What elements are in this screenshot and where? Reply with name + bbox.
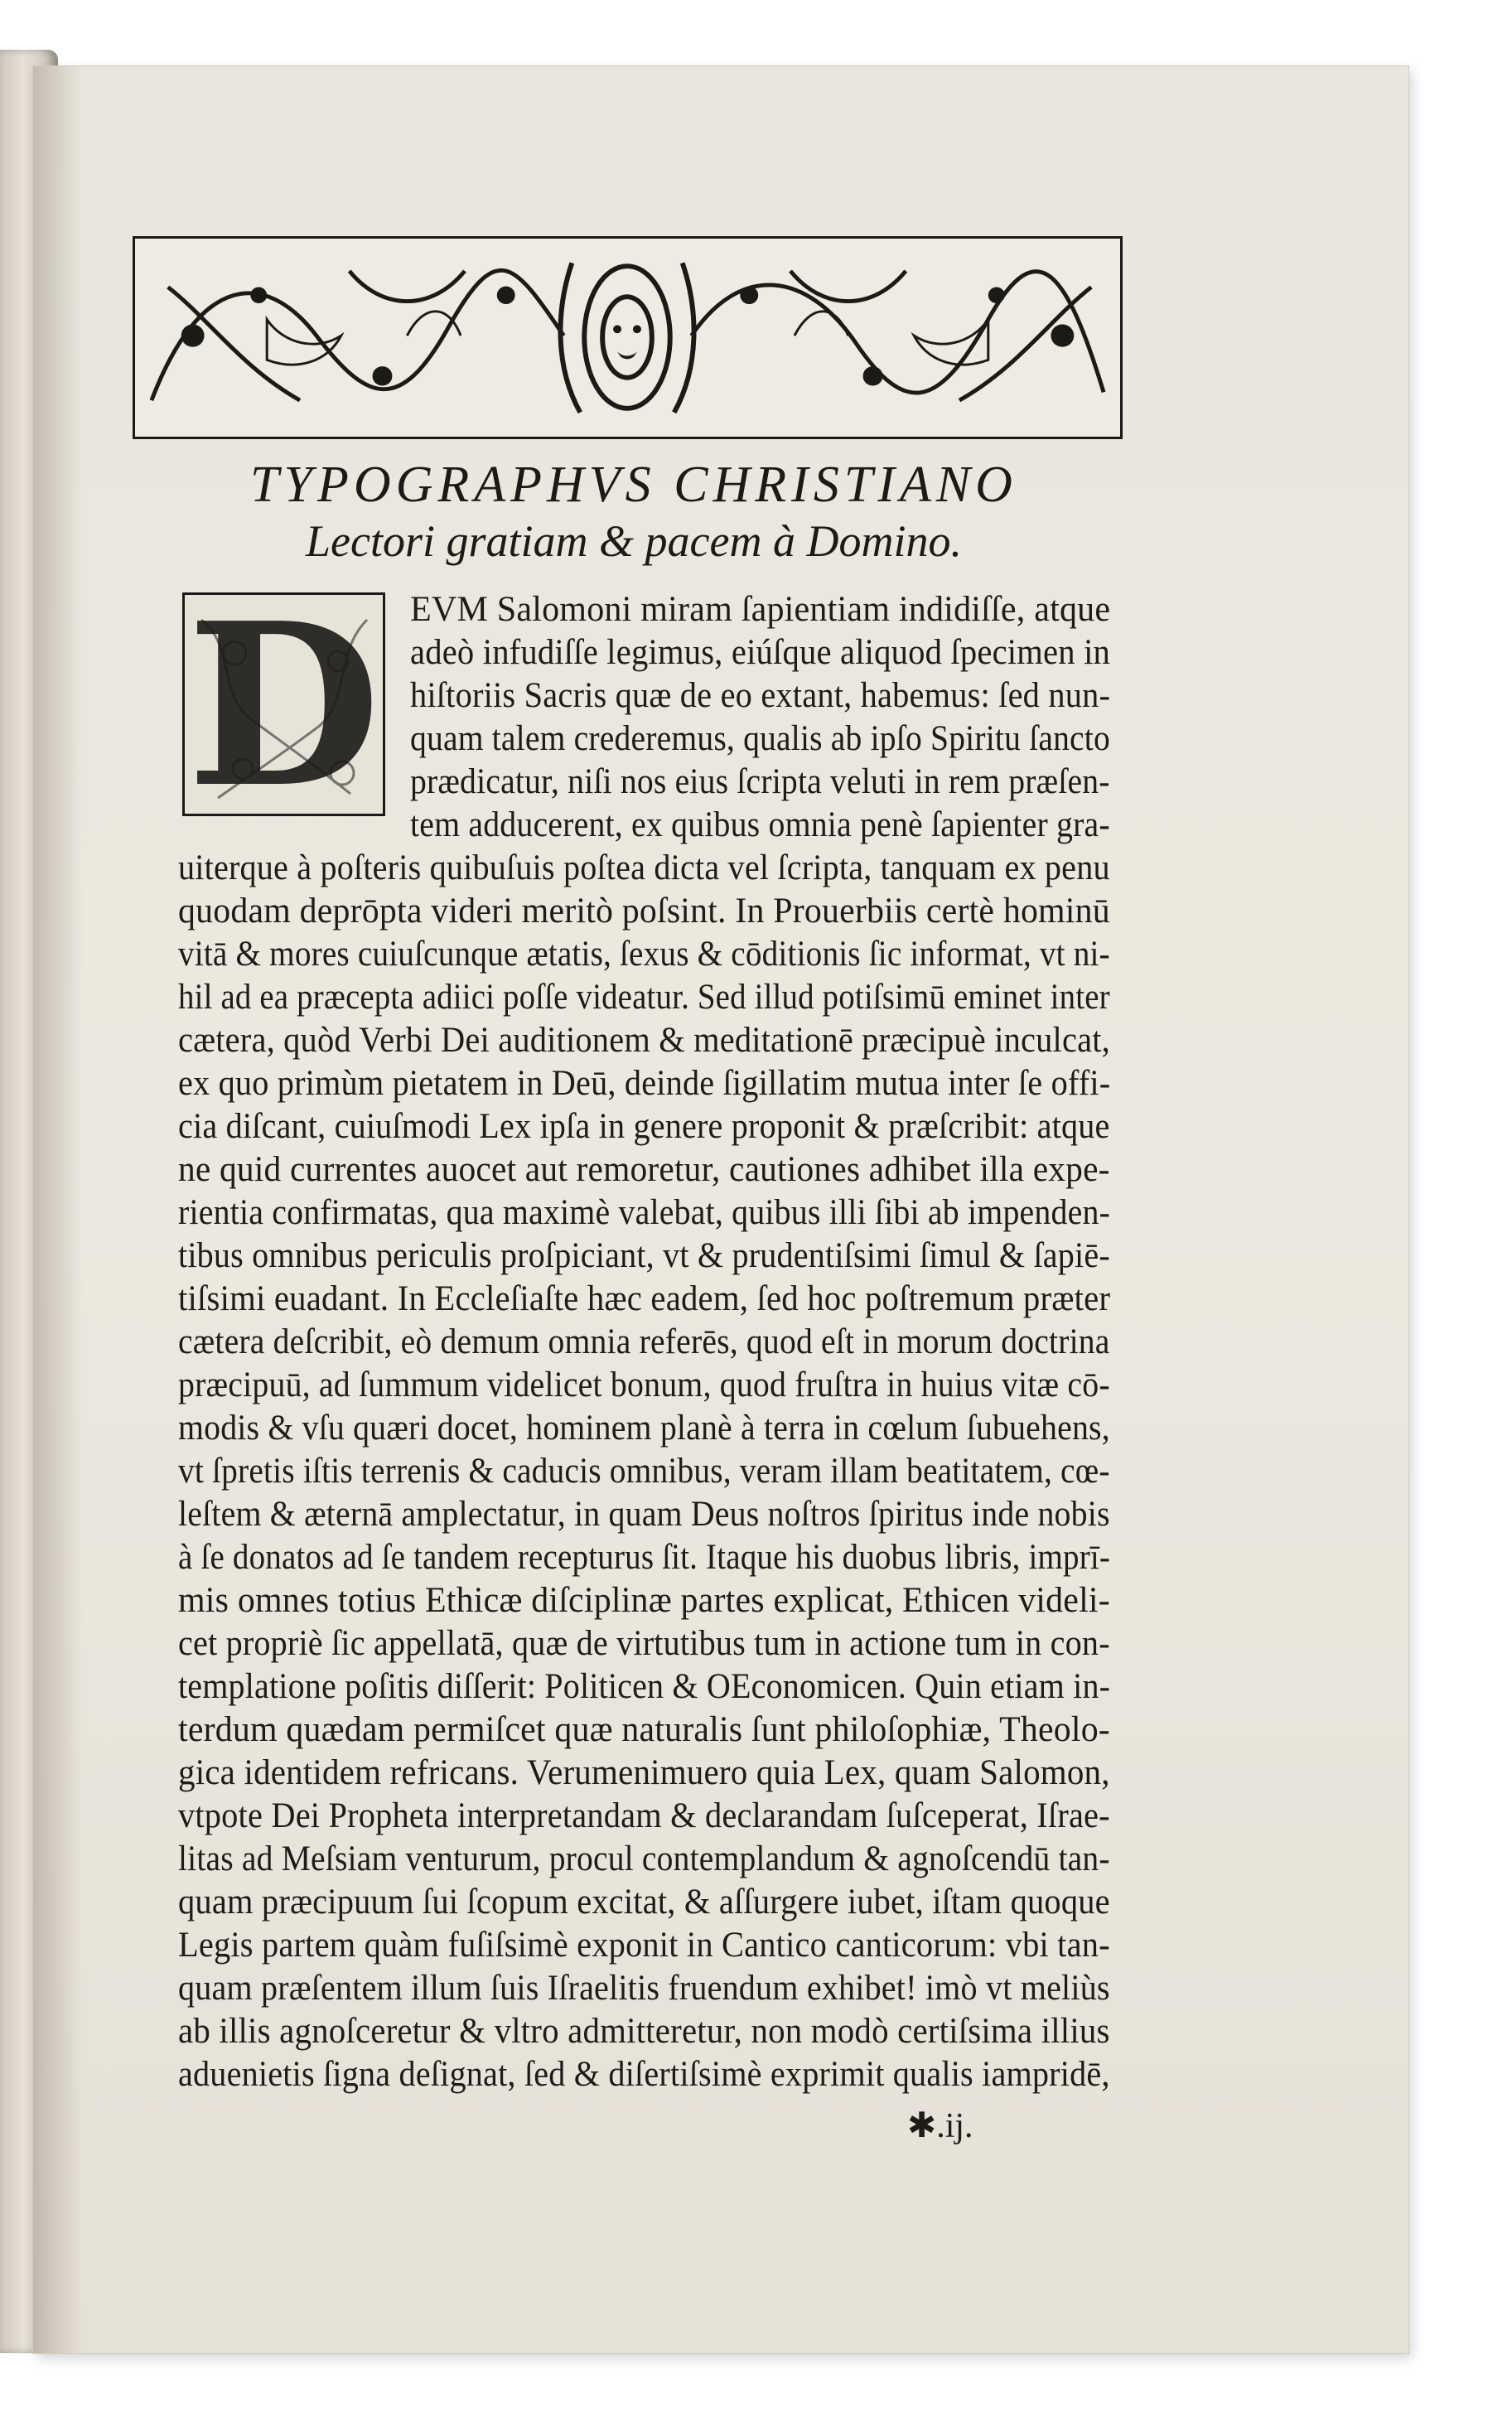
text-line: quodam deprōpta videri meritò poſsint. In Prouerbiis certè hominū xyxy=(178,892,1110,931)
text-line: prædicatur, niſi nos eius ſcripta veluti in rem præſen- xyxy=(410,762,1110,801)
text-line: tiſsimi euadant. In Eccleſiaſte hæc eadem, ſed hoc poſtremum præter xyxy=(178,1279,1111,1318)
text-line: quam talem crederemus, qualis ab ipſo Spiritu ſancto xyxy=(410,719,1110,758)
text-line: litas ad Meſsiam venturum, procul contemplandum & agnoſcendū tan- xyxy=(178,1839,1110,1878)
text-line: mis omnes totius Ethicæ diſciplinæ partes explicat, Ethicen videli- xyxy=(178,1581,1110,1620)
ornamental-headpiece xyxy=(133,236,1123,439)
heading-title: TYPOGRAPHVS CHRISTIANO xyxy=(250,457,1017,513)
text-line: à ſe donatos ad ſe tandem recepturus ſit. Itaque his duobus libris, imprī- xyxy=(178,1538,1111,1577)
decorated-initial xyxy=(182,592,385,816)
text-line: uiterque à poſteris quibuſuis poſtea dicta vel ſcripta, tanquam ex penu xyxy=(178,848,1110,887)
text-line: hiſtoriis Sacris quæ de eo extant, habemus: ſed nun- xyxy=(410,676,1111,715)
headpiece-ornament-icon xyxy=(135,239,1120,437)
text-line: modis & vſu quæri docet, hominem planè à terra in cœlum ſubuehens, xyxy=(178,1409,1110,1448)
text-line: cætera, quòd Verbi Dei auditionem & meditationē præcipuè inculcat, xyxy=(178,1021,1110,1060)
page-gutter-shadow xyxy=(33,66,83,2353)
text-line: terdum quædam permiſcet quæ naturalis ſunt philoſophiæ, Theolo- xyxy=(178,1710,1110,1749)
text-line: leſtem & æternā amplectatur, in quam Deus noſtros ſpiritus inde nobis xyxy=(178,1495,1110,1534)
text-line: hil ad ea præcepta adiici poſſe videatur. Sed illud potiſsimū eminet inter xyxy=(178,978,1110,1017)
text-line: rientia confirmatas, qua maximè valebat, quibus illi ſibi ab impenden- xyxy=(178,1193,1111,1232)
text-line: præcipuū, ad ſummum videlicet bonum, quod fruſtra in huius vitæ cō- xyxy=(178,1366,1110,1404)
text-line: templatione poſitis diſſerit: Politicen & OEconomicen. Quin etiam in- xyxy=(178,1667,1111,1706)
text-line: quam præcipuum ſui ſcopum excitat, & aſſurgere iubet, iſtam quoque xyxy=(178,1883,1110,1922)
text-line: cætera deſcribit, eò demum omnia referēs, quod eſt in morum doctrina xyxy=(178,1322,1110,1361)
text-line: adeò infudiſſe legimus, eiúſque aliquod ſpecimen in xyxy=(410,633,1111,672)
text-line: tem adducerent, ex quibus omnia penè ſapienter gra- xyxy=(410,805,1110,844)
text-line: EVM Salomoni miram ſapientiam indidiſſe, atque xyxy=(410,590,1111,629)
text-line: vitā & mores cuiuſcunque ætatis, ſexus & cōditionis ſic informat, vt ni- xyxy=(178,935,1110,974)
text-line: vtpote Dei Propheta interpretandam & declarandam ſuſceperat, Iſrae- xyxy=(178,1796,1110,1835)
text-line: ne quid currentes auocet aut remoretur, cautiones adhibet illa expe- xyxy=(178,1150,1110,1189)
text-line: gica identidem refricans. Verumenimuero quia Lex, quam Salomon, xyxy=(178,1753,1110,1792)
text-line: quam præſentem illum ſuis Iſraelitis fruendum exhibet! imò vt meliùs xyxy=(178,1969,1110,2008)
text-line: Legis partem quàm fuſiſsimè exponit in Cantico canticorum: vbi tan- xyxy=(178,1926,1110,1965)
heading-subtitle: Lectori gratiam & pacem à Domino. xyxy=(306,516,962,566)
dropcap-letter: D xyxy=(186,592,381,816)
signature-mark: ✱.ij. xyxy=(907,2107,973,2145)
text-line: tibus omnibus periculis proſpiciant, vt & prudentiſsimi ſimul & ſapiē- xyxy=(178,1236,1110,1275)
text-line: cet propriè ſic appellatā, quæ de virtutibus tum in actione tum in con- xyxy=(178,1624,1110,1663)
text-line: cia diſcant, cuiuſmodi Lex ipſa in genere proponit & præſcribit: atque xyxy=(178,1107,1110,1146)
text-line: aduenietis ſigna deſignat, ſed & diſertiſsimè exprimit qualis iampridē, xyxy=(178,2055,1110,2094)
text-line: ab illis agnoſceretur & vltro admitteretur, non modò certiſsima illius xyxy=(178,2012,1110,2051)
text-line: ex quo primùm pietatem in Deū, deinde ſigillatim mutua inter ſe offi- xyxy=(178,1064,1111,1103)
text-line: vt ſpretis iſtis terrenis & caducis omnibus, veram illam beatitatem, cœ- xyxy=(178,1452,1110,1491)
